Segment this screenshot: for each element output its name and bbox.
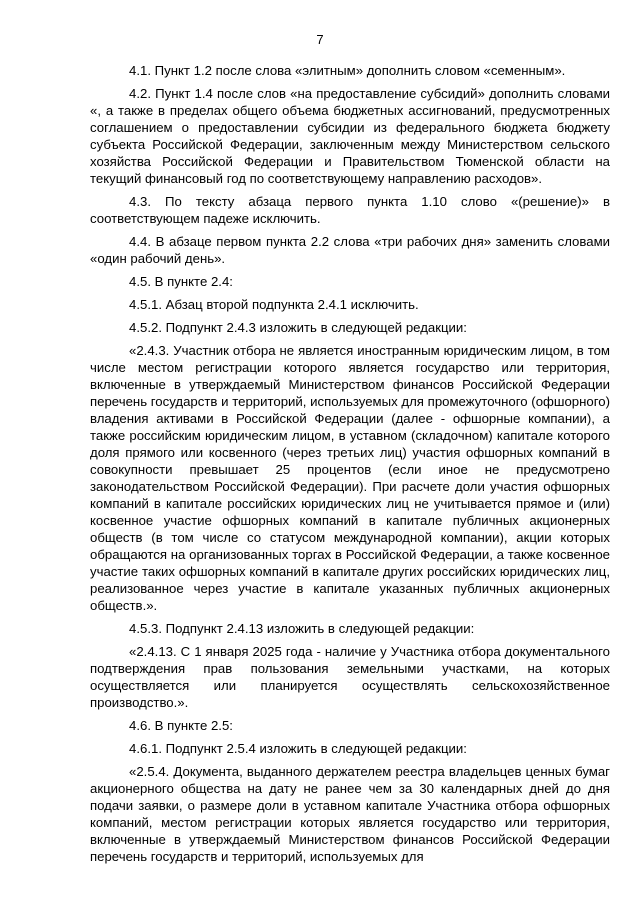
paragraph-4-6: 4.6. В пункте 2.5: xyxy=(129,718,233,733)
document-body xyxy=(90,62,610,871)
paragraph-4-5-2: 4.5.2. Подпункт 2.4.3 изложить в следующей редакции: xyxy=(129,320,467,335)
page-number: 7 xyxy=(316,32,324,47)
paragraph-4-3: 4.3. По тексту абзаца первого пункта 1.10 слово «(решение)» в соответствующем падеже исключить. xyxy=(90,194,610,226)
paragraph-4-6-1: 4.6.1. Подпункт 2.5.4 изложить в следующей редакции: xyxy=(129,741,467,756)
quote-2-4-3: «2.4.3. Участник отбора не является иностранным юридическим лицом, в том числе местом регистрации которого является государство или территория, включенные в утверждаемый Министерством финансов Российской Федерации перечень государств и территорий, используемых для промежуточного (офшорного) владения активами в Российской Федерации (далее - офшорные компании), а также российским юридическим лицом, в уставном (складочном) капитале которого доля прямого или косвенного (через третьих лиц) участия офшорных компаний в совокупности превышает 25 процентов (если иное не предусмотрено законодательством Российской Федерации). При расчете доли участия офшорных компаний в капитале российских юридических лиц не учитывается прямое и (или) косвенное участие офшорных компаний в капитале публичных акционерных обществ (в том числе со статусом международной компании), акции которых обращаются на организованных торгах в Российской Федерации, а также косвенное участие таких офшорных компаний в капитале других российских юридических лиц, реализованное через участие в капитале указанных публичных акционерных обществ.». xyxy=(90,343,610,613)
paragraph-4-5-3: 4.5.3. Подпункт 2.4.13 изложить в следующей редакции: xyxy=(129,621,475,636)
paragraph-4-5: 4.5. В пункте 2.4: xyxy=(129,274,233,289)
paragraph-4-1: 4.1. Пункт 1.2 после слова «элитным» дополнить словом «семенным». xyxy=(129,63,566,78)
paragraph-4-5-1: 4.5.1. Абзац второй подпункта 2.4.1 исключить. xyxy=(129,297,419,312)
paragraph-4-4: 4.4. В абзаце первом пункта 2.2 слова «три рабочих дня» заменить словами «один рабочий день». xyxy=(90,234,610,266)
quote-2-4-13: «2.4.13. С 1 января 2025 года - наличие у Участника отбора документального подтверждения прав пользования земельными участками, на которых осуществляется или планируется осуществлять сельскохозяйственное производство.». xyxy=(90,644,610,710)
quote-2-5-4: «2.5.4. Документа, выданного держателем реестра владельцев ценных бумаг акционерного общества на дату не ранее чем за 30 календарных дней до дня подачи заявки, о размере доли в уставном капитале Участника отбора офшорных компаний, местом регистрации которых является государство или территория, включенные в утверждаемый Министерством финансов Российской Федерации перечень государств и территорий, используемых для xyxy=(90,764,610,864)
paragraph-4-2: 4.2. Пункт 1.4 после слов «на предоставление субсидий» дополнить словами «, а также в пределах общего объема бюджетных ассигнований, предусмотренных соглашением о предоставлении субсидии из федерального бюджета бюджету субъекта Российской Федерации, заключенным между Министерством сельского хозяйства Российской Федерации и Правительством Тюменской области на текущий финансовый год по соответствующему направлению расходов». xyxy=(90,86,610,186)
